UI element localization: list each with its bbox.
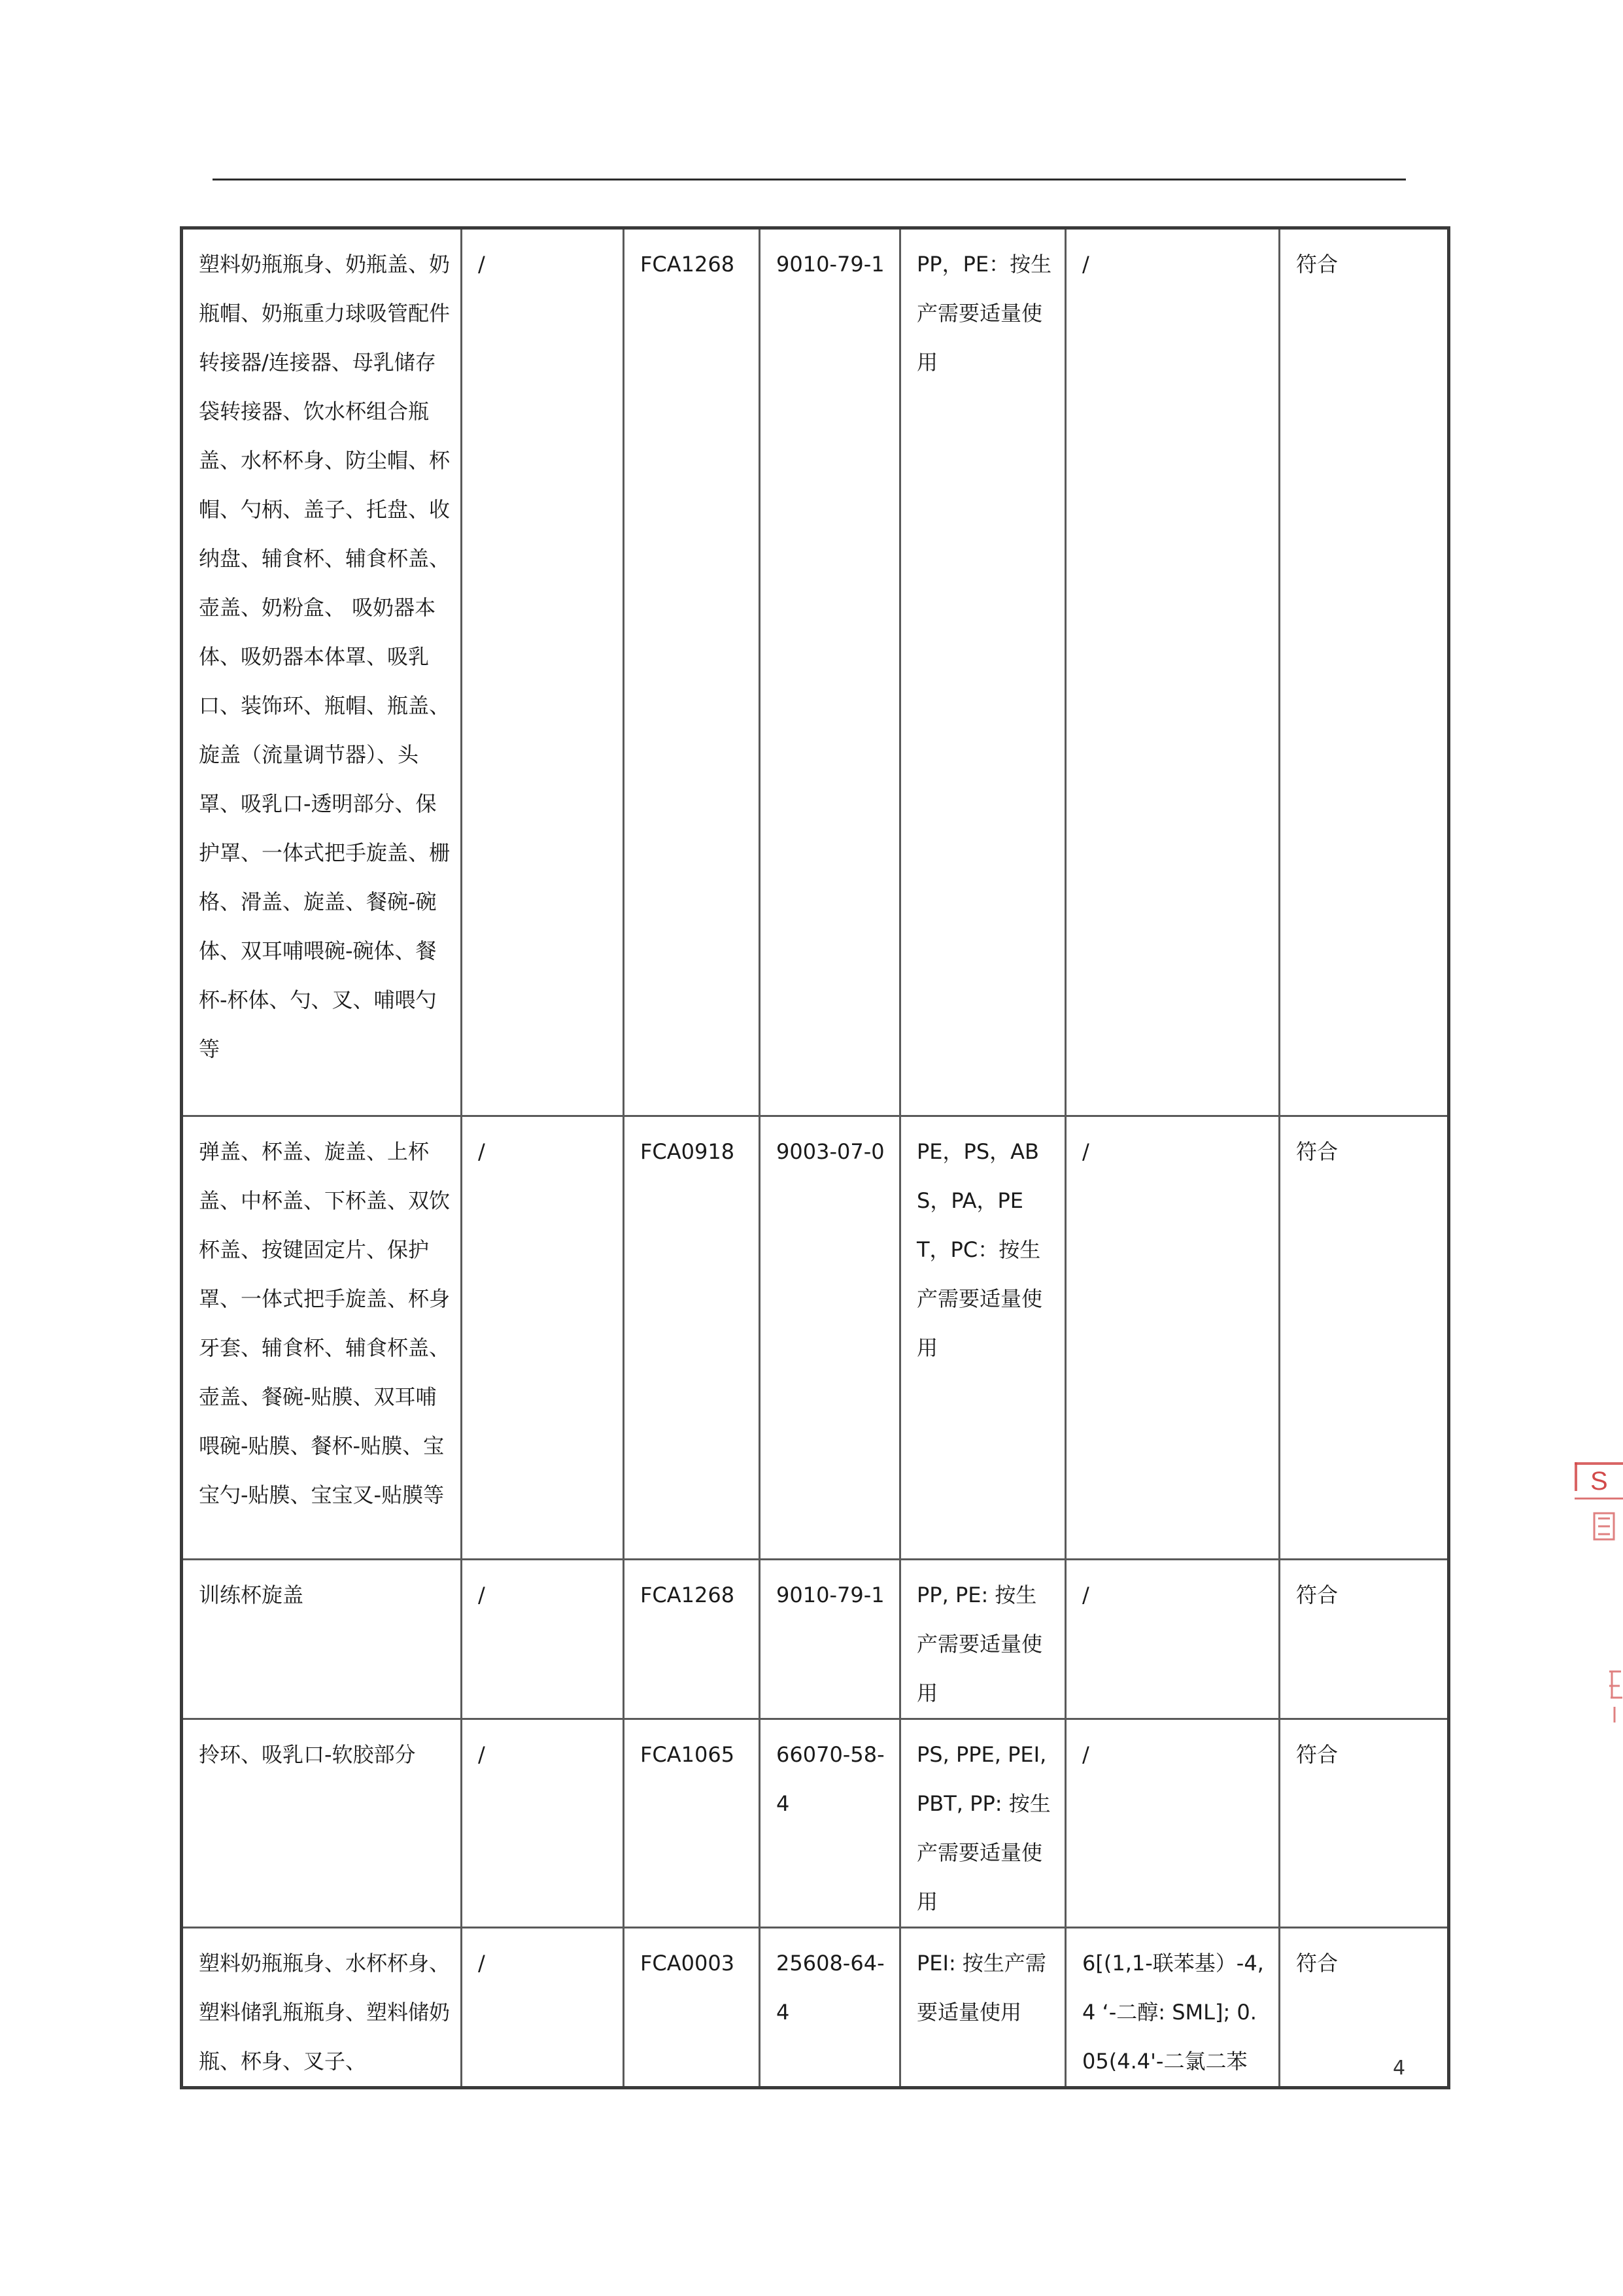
column-2-cell: /	[462, 228, 624, 1116]
fca-code-cell: FCA0918	[624, 1116, 760, 1560]
result-cell: 符合	[1280, 1116, 1449, 1560]
table-row	[182, 1719, 1449, 1928]
table-row	[182, 228, 1449, 1116]
column-2-cell: /	[462, 1719, 624, 1928]
parts-cell: 塑料奶瓶瓶身、水杯杯身、塑料储乳瓶瓶身、塑料储奶瓶、杯身、叉子、	[182, 1928, 462, 2088]
cas-number-cell: 9010-79-1	[760, 1560, 900, 1719]
seal-stamp	[1568, 1450, 1623, 1607]
usage-cell: PE，PS，ABS，PA，PET，PC：按生产需要适量使用	[900, 1116, 1066, 1560]
table-row	[182, 1560, 1449, 1719]
fca-code-cell: FCA1268	[624, 228, 760, 1116]
parts-cell: 塑料奶瓶瓶身、奶瓶盖、奶瓶帽、奶瓶重力球吸管配件转接器/连接器、母乳储存袋转接器、饮水杯组合瓶盖、水杯杯身、防尘帽、杯帽、勺柄、盖子、托盘、收纳盘、辅食杯、辅食杯盖、壶盖、奶粉盒、 吸奶器本体、吸奶器本体罩、吸乳口、装饰环、瓶帽、瓶盖、旋盖（流量调节器）、头罩、吸乳口-透明部分、保护罩、一体式把手旋盖、栅格、滑盖、旋盖、餐碗-碗体、双耳哺喂碗-碗体、餐杯-杯体、勺、叉、哺喂勺等	[182, 228, 462, 1116]
fca-code-cell: FCA1268	[624, 1560, 760, 1719]
parts-cell: 弹盖、杯盖、旋盖、上杯盖、中杯盖、下杯盖、双饮杯盖、按键固定片、保护罩、一体式把手旋盖、杯身牙套、辅食杯、辅食杯盖、壶盖、餐碗-贴膜、双耳哺喂碗-贴膜、餐杯-贴膜、宝宝勺-贴膜、宝宝叉-贴膜等	[182, 1116, 462, 1560]
cas-number-cell: 66070-58-4	[760, 1719, 900, 1928]
cas-number-cell: 9003-07-0	[760, 1116, 900, 1560]
seal-fragment-text: S	[1590, 1467, 1608, 1496]
additive-compliance-table	[180, 226, 1450, 2089]
column-2-cell: /	[462, 1560, 624, 1719]
cas-number-cell: 25608-64-4	[760, 1928, 900, 2088]
parts-cell: 拎环、吸乳口-软胶部分	[182, 1719, 462, 1928]
seal-stamp-fragment	[1605, 1666, 1623, 1725]
usage-cell: PEI: 按生产需要适量使用	[900, 1928, 1066, 2088]
result-cell: 符合	[1280, 228, 1449, 1116]
limit-cell: /	[1066, 1560, 1280, 1719]
column-2-cell: /	[462, 1928, 624, 2088]
limit-cell: /	[1066, 1719, 1280, 1928]
page-number: 4	[1393, 2057, 1406, 2080]
column-2-cell: /	[462, 1116, 624, 1560]
fca-code-cell: FCA1065	[624, 1719, 760, 1928]
cas-number-cell: 9010-79-1	[760, 228, 900, 1116]
result-cell: 符合	[1280, 1719, 1449, 1928]
limit-cell: 6[(1,1-联苯基）-4,4 ‘-二醇: SML]; 0.05(4.4'-二氯二苯	[1066, 1928, 1280, 2088]
table-row	[182, 1116, 1449, 1560]
limit-cell: /	[1066, 228, 1280, 1116]
usage-cell: PP，PE：按生产需要适量使用	[900, 228, 1066, 1116]
header-rule	[213, 179, 1406, 180]
parts-cell: 训练杯旋盖	[182, 1560, 462, 1719]
result-cell: 符合	[1280, 1928, 1449, 2088]
usage-cell: PP, PE: 按生产需要适量使用	[900, 1560, 1066, 1719]
table-row	[182, 1928, 1449, 2088]
result-cell: 符合	[1280, 1560, 1449, 1719]
fca-code-cell: FCA0003	[624, 1928, 760, 2088]
limit-cell: /	[1066, 1116, 1280, 1560]
usage-cell: PS, PPE, PEI, PBT, PP: 按生产需要适量使用	[900, 1719, 1066, 1928]
